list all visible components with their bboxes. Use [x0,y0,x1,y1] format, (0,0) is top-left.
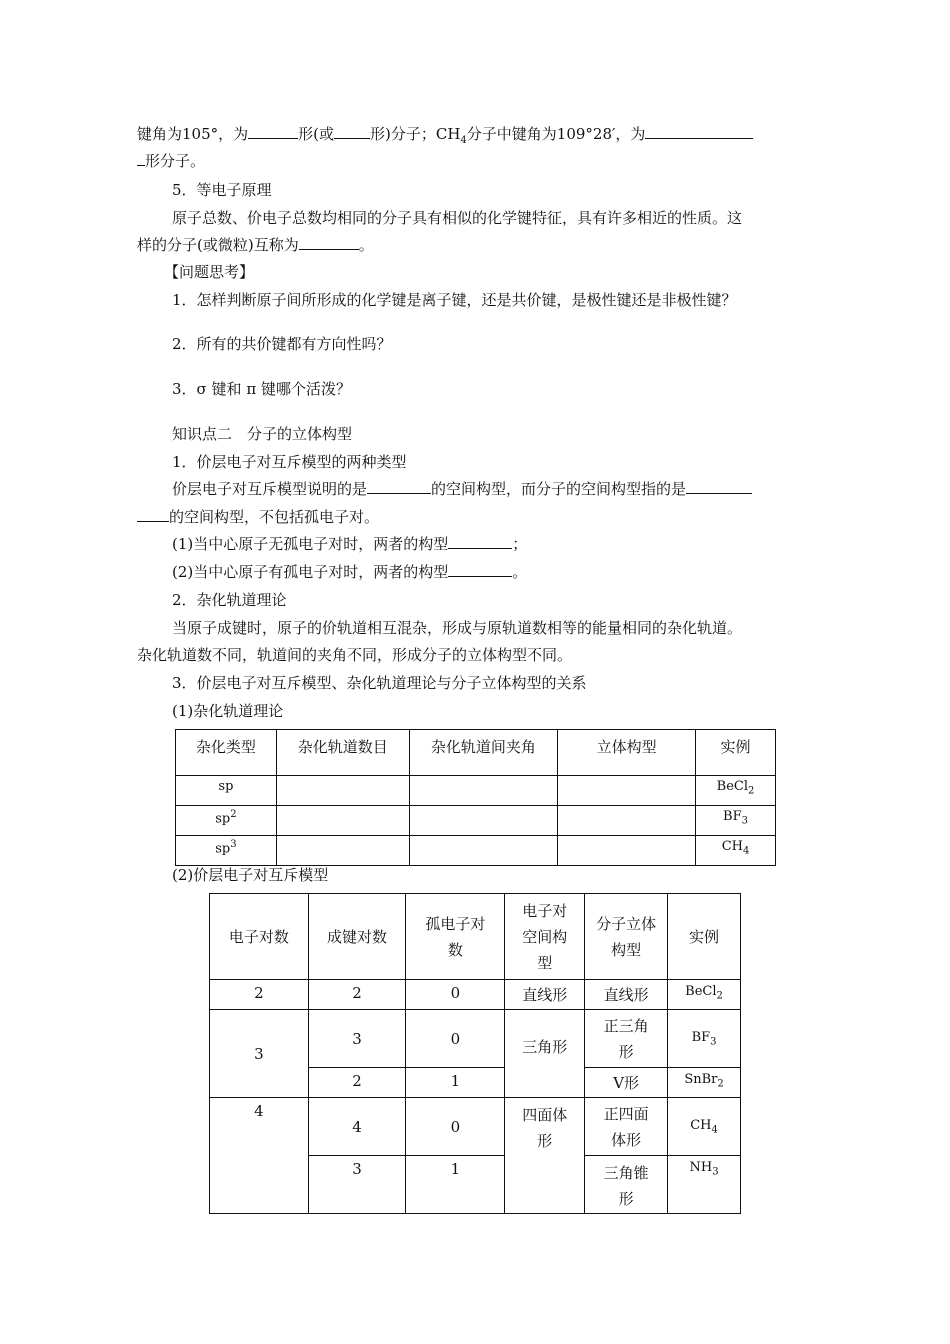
bond-count: 4 [308,1098,406,1156]
header-cell: 成键对数 [308,894,406,980]
questions-header: 【问题思考】 [164,263,255,281]
space-geometry: 直线形 [505,980,585,1010]
table-header-row [210,894,741,980]
example-cell: BeCl$_2$ [668,980,741,1010]
example-cell: $NH_3$ [668,1156,741,1214]
kp2-s2-title: 2．杂化轨道理论 [172,591,287,609]
header-cell: 电子对数 [210,894,309,980]
lone-count: 1 [406,1156,505,1214]
fill-blank[interactable] [248,124,298,139]
example-cell: $CH_4$ [696,836,776,866]
header-cell: 杂化类型 [176,730,277,776]
kp2-title: 知识点二 分子的立体构型 [172,425,353,443]
fill-blank[interactable] [137,507,169,522]
table-row [176,776,776,806]
kp2-s1-item-1: (1)当中心原子无孤电子对时，两者的构型 ； [172,535,528,553]
answer-cell[interactable] [558,776,696,806]
para-line-2: 形分子。 [137,151,205,171]
kp2-s2-body-1: 当原子成键时，原子的价轨道相互混杂，形成与原轨道数相等的能量相同的杂化轨道。 [172,619,743,637]
hybrid-type: $sp^2$ [176,806,277,836]
header-cell: 实例 [668,894,741,980]
example-cell: $BF_3$ [696,806,776,836]
answer-cell[interactable] [409,776,558,806]
kp2-s1-body-2: 的空间构型，不包括孤电子对。 [137,507,379,527]
header-cell: 实例 [696,730,776,776]
bond-count: 3 [308,1156,406,1214]
hybridization-table [175,729,776,866]
kp2-s3-title: 3．价层电子对互斥模型、杂化轨道理论与分子立体构型的关系 [172,674,587,692]
lone-count: 1 [406,1068,505,1098]
header-cell: 孤电子对数 [406,894,505,980]
lone-count: 0 [406,980,505,1010]
kp2-s3-sub-2: (2)价层电子对互斥模型 [172,866,329,884]
bond-count: 2 [308,980,406,1010]
hybrid-type: sp [176,776,277,806]
question-2: 2．所有的共价键都有方向性吗？ [172,335,392,353]
fill-blank[interactable] [299,235,359,250]
answer-cell[interactable] [276,836,409,866]
fill-blank[interactable] [334,124,370,139]
header-cell: 分子立体构型 [585,894,668,980]
table-row [176,836,776,866]
molecule-geometry: 正三角形 [585,1010,668,1068]
fill-blank[interactable] [367,479,431,494]
molecule-geometry: V形 [585,1068,668,1098]
fill-blank[interactable] [645,124,753,139]
pair-count: 3 [210,1010,309,1098]
section-5-body-2: 样的分子(或微粒)互称为 。 [137,236,374,254]
example-cell: $CH_4$ [668,1098,741,1156]
fill-blank[interactable] [448,562,512,577]
section-5-body-1: 原子总数、价电子总数均相同的分子具有相似的化学键特征，具有许多相近的性质。这 [172,209,743,227]
answer-cell[interactable] [409,806,558,836]
table-row [210,1010,741,1068]
kp2-s1-item-2: (2)当中心原子有孤电子对时，两者的构型 。 [172,563,528,581]
vsepr-table [209,893,741,1214]
example-cell: $BF_3$ [668,1010,741,1068]
molecule-geometry: 直线形 [585,980,668,1010]
header-cell: 电子对空间构型 [505,894,585,980]
space-geometry: 三角形 [505,1010,585,1098]
answer-cell[interactable] [558,806,696,836]
question-3: 3．σ 键和 π 键哪个活泼？ [172,380,351,398]
table-row [176,806,776,836]
fill-blank[interactable] [137,151,145,166]
para-line-1: 键角为105°，为 形(或 形)分子；$CH_4$分子中键角为109°28′，为 [137,124,753,151]
table-row [210,1098,741,1156]
kp2-s1-body-1: 价层电子对互斥模型说明的是 的空间构型，而分子的空间构型指的是 [172,479,752,499]
answer-cell[interactable] [558,836,696,866]
header-cell: 杂化轨道数目 [276,730,409,776]
kp2-s2-body-2: 杂化轨道数不同，轨道间的夹角不同，形成分子的立体构型不同。 [137,646,573,664]
header-cell: 立体构型 [558,730,696,776]
answer-cell[interactable] [276,806,409,836]
molecule-geometry: 正四面体形 [585,1098,668,1156]
answer-cell[interactable] [276,776,409,806]
header-cell: 杂化轨道间夹角 [409,730,558,776]
fill-blank[interactable] [448,534,512,549]
table-header-row [176,730,776,776]
space-geometry: 四面体形 [505,1098,585,1214]
pair-count: 2 [210,980,309,1010]
bond-count: 3 [308,1010,406,1068]
fill-blank[interactable] [686,479,752,494]
molecule-geometry: 三角锥形 [585,1156,668,1214]
question-1: 1．怎样判断原子间所形成的化学键是离子键，还是共价键，是极性键还是非极性键？ [172,291,737,309]
kp2-s3-sub-1: (1)杂化轨道理论 [172,702,284,720]
section-5-title: 5．等电子原理 [172,181,272,199]
answer-cell[interactable] [409,836,558,866]
pair-count: 4 [210,1098,309,1214]
lone-count: 0 [406,1098,505,1156]
hybrid-type: $sp^3$ [176,836,277,866]
example-cell: SnBr$_2$ [668,1068,741,1098]
bond-count: 2 [308,1068,406,1098]
example-cell: BeCl$_2$ [696,776,776,806]
kp2-s1-title: 1．价层电子对互斥模型的两种类型 [172,453,407,471]
table-row [210,980,741,1010]
lone-count: 0 [406,1010,505,1068]
